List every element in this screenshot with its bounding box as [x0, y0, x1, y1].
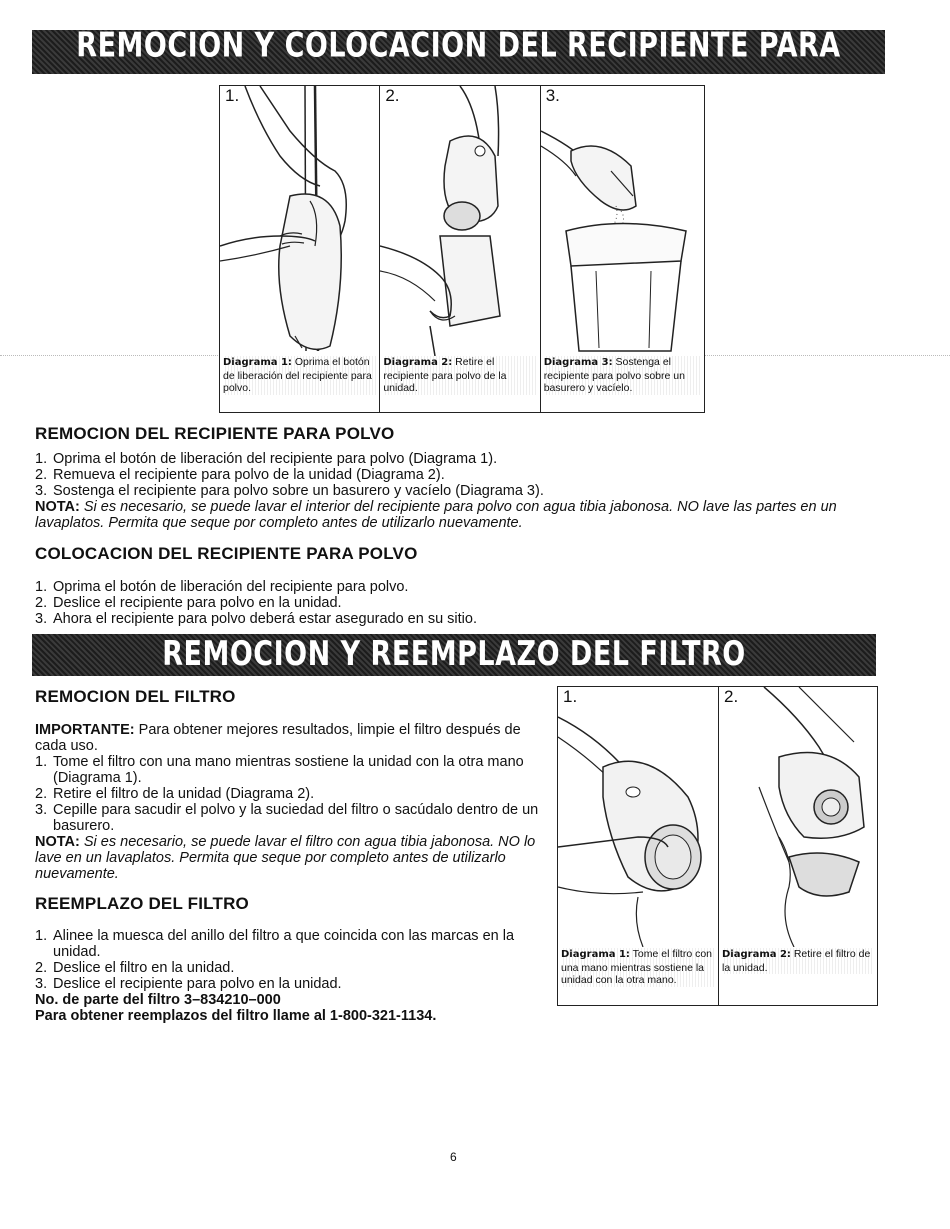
- empty-into-trash-illustration: [541, 86, 705, 356]
- filter-diagram-2-caption: [722, 948, 874, 974]
- step-number: 2.: [35, 467, 48, 483]
- filter-diagrams: [557, 686, 878, 1006]
- list-item: [35, 960, 545, 976]
- banner-filter-text: REMOCION Y REEMPLAZO DEL FILTRO: [162, 635, 746, 674]
- step-text: Sostenga el recipiente para polvo sobre un basurero y vacíelo (Diagrama 3).: [53, 483, 544, 499]
- filter-diagram-1-number: 1.: [563, 687, 578, 706]
- important-note: [35, 722, 545, 754]
- list-item: [35, 483, 875, 499]
- filter-diagram-2-number: 2.: [724, 687, 739, 706]
- step-text: Tome el filtro con una mano mientras sostiene la unidad con la otra mano (Diagrama 1).: [53, 754, 524, 786]
- step-text: Deslice el filtro en la unidad.: [53, 960, 235, 976]
- note-label: NOTA:: [35, 499, 80, 515]
- filter-diagram-1-caption-label: Diagrama 1:: [561, 949, 630, 960]
- step-text: Cepille para sacudir el polvo y la suciedad del filtro o sacúdalo dentro de un basurero.: [53, 802, 539, 834]
- replace-filter-steps: [35, 928, 545, 1024]
- list-item: [35, 451, 875, 467]
- step-text: Remueva el recipiente para polvo de la unidad (Diagrama 2).: [53, 467, 445, 483]
- list-item: [35, 928, 545, 960]
- step-text: Deslice el recipiente para polvo en la unidad.: [53, 976, 342, 992]
- step-number: 3.: [35, 802, 48, 818]
- heading-replace-dust-container: COLOCACION DEL RECIPIENTE PARA POLVO: [35, 544, 418, 563]
- step-number: 2.: [35, 595, 48, 611]
- remove-filter-steps: [35, 722, 545, 882]
- step-text: Oprima el botón de liberación del recipiente para polvo.: [53, 579, 409, 595]
- note-wash-filter: [35, 834, 545, 882]
- step-number: 3.: [35, 483, 48, 499]
- step-text: Retire el filtro de la unidad (Diagrama 2).: [53, 786, 315, 802]
- note-label: NOTA:: [35, 834, 80, 850]
- banner-filter: [32, 634, 876, 676]
- important-label: IMPORTANTE:: [35, 722, 135, 738]
- list-item: [35, 786, 545, 802]
- step-number: 3.: [35, 976, 48, 992]
- diagram-2-caption: [383, 356, 536, 395]
- step-number: 1.: [35, 754, 48, 770]
- diagram-1-caption: [223, 356, 376, 395]
- filter-diagram-1-caption-text: Tome el filtro con una mano mientras sostiene la unidad con la otra mano.: [561, 948, 713, 986]
- diagram-panel-3: [541, 86, 704, 412]
- note-text: Si es necesario, se puede lavar el filtro con agua tibia jabonosa. NO lo lave en un lavaplatos. Permita que seque por completo antes de utilizarlo nuevamente.: [35, 834, 536, 882]
- step-number: 1.: [35, 928, 48, 944]
- dust-container-diagrams: [219, 85, 705, 413]
- diagram-1-number: 1.: [225, 86, 240, 105]
- filter-part-number-text: No. de parte del filtro 3–834210–000: [35, 992, 281, 1008]
- step-number: 1.: [35, 451, 48, 467]
- diagram-1-caption-text: Oprima el botón de liberación del recipiente para polvo.: [223, 356, 372, 394]
- filter-replacement-phone-text: Para obtener reemplazos del filtro llame al 1-800-321-1134.: [35, 1008, 437, 1024]
- diagram-2-number: 2.: [385, 86, 400, 105]
- step-text: Oprima el botón de liberación del recipiente para polvo (Diagrama 1).: [53, 451, 498, 467]
- list-item: [35, 976, 545, 992]
- filter-diagram-2-caption-text: Retire el filtro de la unidad.: [722, 948, 871, 974]
- note-text: Si es necesario, se puede lavar el interior del recipiente para polvo con agua tibia jabonosa. NO lave las partes en un lavaplatos. Permita que seque por completo antes de utilizarlo nuevamente.: [35, 499, 837, 531]
- remove-filter-illustration: [719, 687, 877, 947]
- note-wash-container: [35, 499, 875, 531]
- page-number: 6: [450, 1150, 457, 1164]
- step-number: 2.: [35, 786, 48, 802]
- list-item: [35, 467, 875, 483]
- diagram-2-caption-text: Retire el recipiente para polvo de la unidad.: [383, 356, 507, 394]
- heading-remove-filter: REMOCION DEL FILTRO: [35, 687, 236, 706]
- step-text: Deslice el recipiente para polvo en la unidad.: [53, 595, 342, 611]
- diagram-3-caption-label: Diagrama 3:: [543, 357, 613, 368]
- filter-part-number: [35, 992, 545, 1008]
- step-number: 3.: [35, 611, 48, 627]
- diagram-2-caption-label: Diagrama 2:: [383, 357, 453, 368]
- banner-dust-container-text: REMOCION Y COLOCACION DEL RECIPIENTE PARA: [76, 26, 841, 66]
- heading-replace-filter: REEMPLAZO DEL FILTRO: [35, 894, 249, 913]
- press-release-button-illustration: [220, 86, 380, 356]
- important-text: Para obtener mejores resultados, limpie el filtro después de cada uso.: [35, 722, 521, 754]
- step-number: 2.: [35, 960, 48, 976]
- filter-diagram-panel-2: [719, 687, 877, 1005]
- list-item: [35, 611, 875, 627]
- banner-dust-container: [32, 26, 885, 74]
- filter-diagram-2-caption-label: Diagrama 2:: [722, 949, 791, 960]
- diagram-1-caption-label: Diagrama 1:: [223, 357, 292, 368]
- diagram-3-caption: [544, 356, 701, 395]
- heading-remove-dust-container: REMOCION DEL RECIPIENTE PARA POLVO: [35, 424, 395, 443]
- replace-dust-container-steps: [35, 579, 875, 627]
- list-item: [35, 595, 875, 611]
- diagram-3-number: 3.: [545, 86, 560, 105]
- step-text: Ahora el recipiente para polvo deberá estar asegurado en su sitio.: [53, 611, 477, 627]
- filter-diagram-panel-1: [558, 687, 719, 1005]
- diagram-panel-2: [380, 86, 540, 412]
- diagram-panel-1: [220, 86, 380, 412]
- list-item: [35, 802, 545, 834]
- step-text: Alinee la muesca del anillo del filtro a que coincida con las marcas en la unidad.: [53, 928, 515, 960]
- filter-diagram-1-caption: [561, 948, 715, 987]
- diagram-3-caption-text: Sostenga el recipiente para polvo sobre un basurero y vacíelo.: [543, 356, 685, 394]
- filter-replacement-phone: [35, 1008, 545, 1024]
- step-number: 1.: [35, 579, 48, 595]
- remove-dust-container-steps: [35, 451, 875, 531]
- list-item: [35, 579, 875, 595]
- grip-filter-illustration: [558, 687, 718, 947]
- list-item: [35, 754, 545, 786]
- remove-dust-container-illustration: [380, 86, 540, 356]
